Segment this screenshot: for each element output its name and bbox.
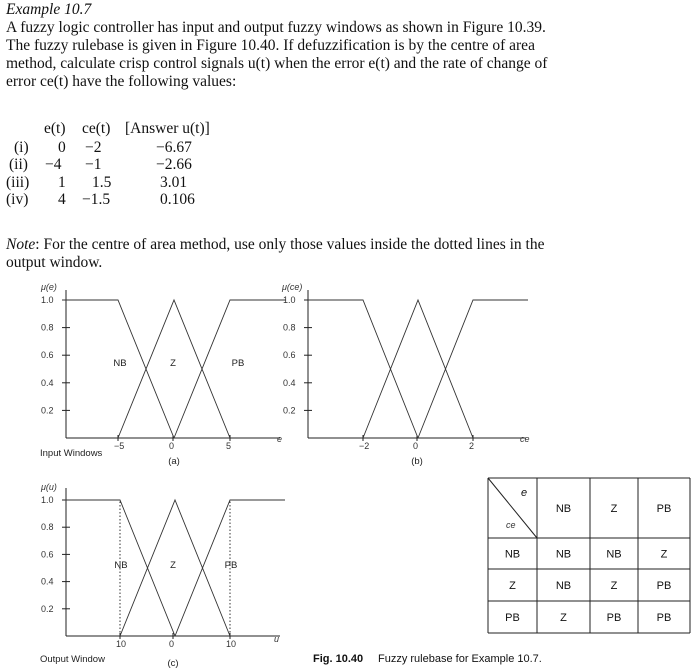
- row-header: NB: [504, 548, 521, 561]
- membership-line-pb: [418, 300, 528, 438]
- rule-cell: NB: [606, 548, 622, 561]
- rule-cell: NB: [555, 548, 572, 561]
- panel-caption: (c): [167, 658, 179, 669]
- rule-cell: NB: [555, 580, 572, 592]
- row-ce: −1: [85, 156, 102, 173]
- row-e: 4: [58, 191, 66, 208]
- col-header: NB: [555, 503, 572, 515]
- row-u: −6.67: [156, 139, 192, 156]
- y-tick-label: 0.6: [283, 350, 296, 361]
- x-tick-label: 0: [413, 441, 419, 451]
- y-tick-label: 0.6: [41, 549, 54, 560]
- y-axis-label: μ(u): [41, 482, 57, 492]
- row-label: (i): [14, 139, 29, 156]
- row-e: −4: [45, 156, 62, 173]
- y-tick-label: 0.8: [41, 522, 54, 533]
- window-title: Input Windows: [40, 448, 103, 459]
- y-tick-label: 1.0: [41, 495, 54, 505]
- series-label: NB: [113, 358, 127, 369]
- row-u: 0.106: [160, 191, 195, 208]
- series-label: PB: [231, 358, 245, 369]
- rulebase-table: [313, 478, 690, 665]
- y-tick-label: 0.2: [41, 603, 54, 614]
- row-u: −2.66: [156, 156, 192, 173]
- note-label: Note: [6, 236, 36, 253]
- row-ce: −2: [85, 139, 102, 156]
- table-header-answer: [Answer u(t)]: [125, 120, 210, 137]
- membership-line-nb: [62, 300, 174, 438]
- col-header: Z: [610, 503, 618, 515]
- figure-caption-text: Fuzzy rulebase for Example 10.7.: [378, 653, 542, 665]
- rule-cell: PB: [656, 580, 672, 592]
- y-tick-label: 0.6: [41, 350, 54, 361]
- col-header: PB: [656, 503, 672, 515]
- y-tick-label: 1.0: [283, 295, 296, 305]
- membership-line-pb: [174, 300, 286, 438]
- x-tick-label: 2: [469, 441, 475, 451]
- y-tick-label: 0.8: [283, 322, 296, 333]
- row-header: Z: [509, 580, 516, 592]
- row-ce: −1.5: [82, 191, 111, 208]
- figure-caption-label: Fig. 10.40: [313, 653, 364, 665]
- corner-label-ce: ce: [506, 520, 516, 530]
- chart-input-window-e: [40, 282, 286, 467]
- x-tick-label: 10: [116, 639, 127, 649]
- series-label: NB: [114, 560, 128, 571]
- x-tick-label: 0: [169, 639, 175, 649]
- x-axis-label: e: [277, 434, 283, 444]
- panel-caption: (b): [411, 456, 423, 467]
- y-tick-label: 0.2: [283, 405, 296, 416]
- y-tick-label: 0.2: [41, 405, 54, 416]
- x-axis-label: ce: [520, 434, 530, 444]
- note-body: : For the centre of area method, use only those values inside the dotted lines in the output window.: [6, 236, 545, 271]
- membership-line-nb: [308, 300, 418, 438]
- row-label: (iv): [6, 191, 29, 208]
- y-axis-label: μ(ce): [282, 282, 303, 292]
- corner-label-e: e: [521, 487, 528, 499]
- table-header-e: e(t): [44, 120, 66, 137]
- chart-output-window: [40, 482, 285, 669]
- rule-cell: Z: [560, 612, 567, 624]
- row-u: 3.01: [160, 174, 188, 191]
- rule-cell: PB: [656, 612, 672, 624]
- series-label: PB: [224, 560, 238, 571]
- row-label: (ii): [9, 156, 28, 173]
- y-tick-label: 0.8: [41, 322, 54, 333]
- y-tick-label: 0.4: [41, 576, 54, 587]
- rule-cell: Z: [660, 548, 668, 561]
- rule-cell: PB: [606, 612, 622, 624]
- y-tick-label: 0.4: [283, 377, 296, 388]
- y-axis-label: μ(e): [41, 282, 57, 292]
- x-tick-label: 10: [226, 639, 237, 649]
- row-label: (iii): [6, 174, 30, 191]
- y-tick-label: 0.4: [41, 377, 54, 388]
- x-tick-label: 5: [226, 441, 232, 451]
- series-label: Z: [170, 358, 176, 369]
- x-axis-label: u: [274, 634, 280, 644]
- panel-caption: (a): [168, 456, 180, 467]
- window-title: Output Window: [40, 654, 105, 665]
- row-e: 1: [58, 174, 66, 191]
- chart-input-window-ce: [281, 282, 530, 467]
- membership-line-z: [118, 300, 230, 438]
- table-header-ce: ce(t): [82, 120, 111, 137]
- row-ce: 1.5: [92, 174, 112, 191]
- x-tick-label: −5: [114, 441, 125, 451]
- row-e: 0: [58, 139, 66, 156]
- x-tick-label: 0: [169, 441, 175, 451]
- x-tick-label: −2: [359, 441, 370, 451]
- rule-cell: Z: [610, 580, 618, 592]
- membership-line-z: [363, 300, 473, 438]
- series-label: Z: [170, 560, 176, 571]
- row-header: PB: [505, 612, 520, 624]
- example-title: Example 10.7: [6, 1, 92, 18]
- problem-text: A fuzzy logic controller has input and output fuzzy windows as shown in Figure 10.39. The fuzzy rulebase is given in Figure 10.40. If defuzzification is by the centre of area method, calculate crisp control signals u(t) when the error e(t) and the rate of change of error ce(t) have the following values:: [6, 19, 548, 90]
- y-tick-label: 1.0: [41, 295, 54, 305]
